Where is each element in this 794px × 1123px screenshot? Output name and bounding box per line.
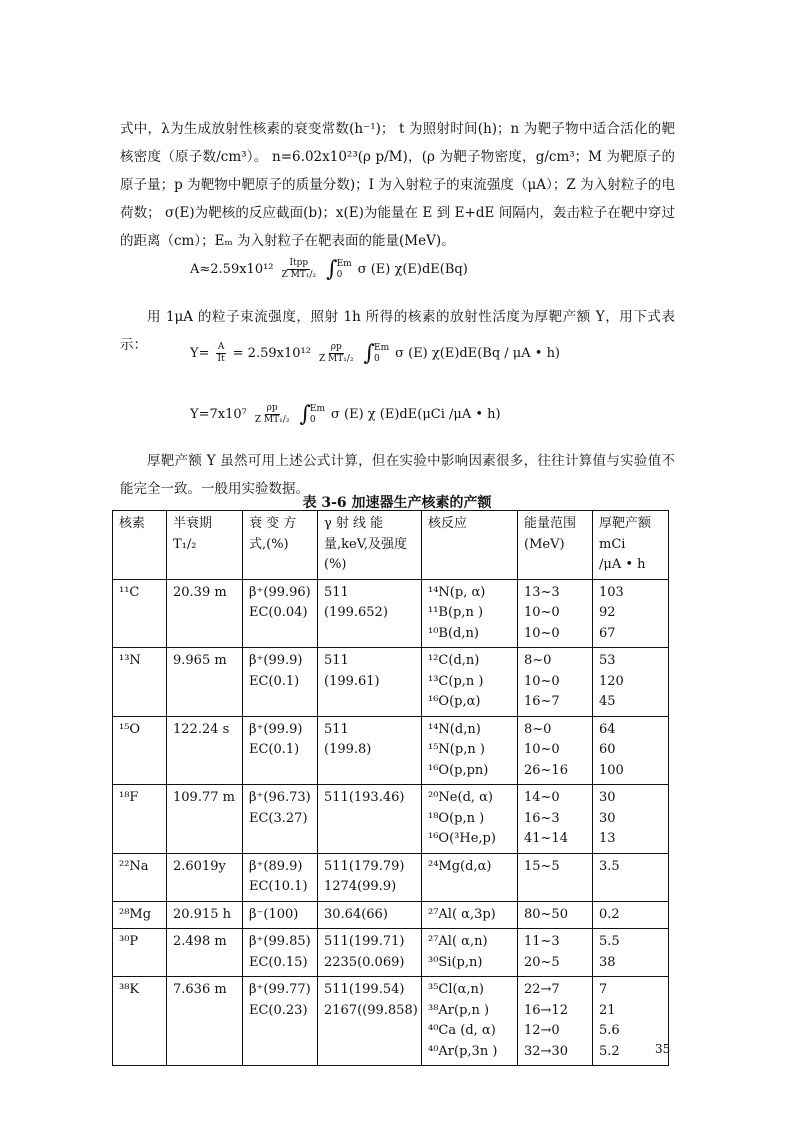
- gamma-cell-line: 30.64(66): [324, 906, 388, 922]
- formula-fraction-a-it: $\frac{A}{It}$: [217, 342, 225, 364]
- header-cell: [167, 511, 243, 580]
- header-line: 核反应: [428, 516, 468, 531]
- gamma-cell-line: 2235(0.069): [324, 954, 405, 970]
- halflife-cell: 2.498 m: [167, 929, 243, 977]
- energy-cell: [518, 853, 593, 901]
- header-cell: [518, 511, 593, 580]
- decay-cell-line: β⁺(89.9): [249, 858, 303, 874]
- yield-cell: [593, 929, 669, 977]
- gamma-cell-line: 511: [324, 653, 349, 668]
- header-line: 半衰期: [173, 516, 213, 531]
- table-caption: 表 3-6 加速器生产核素的产额: [302, 495, 492, 511]
- header-line: 式,(%): [249, 536, 289, 552]
- reaction-cell-line: ⁴⁰Ca (d, α): [428, 1023, 496, 1038]
- yield-cell-line: 5.2: [599, 1043, 620, 1059]
- gamma-cell-line: (199.652): [324, 605, 388, 620]
- header-cell: [113, 511, 167, 580]
- decay-cell-line: EC(0.15): [249, 954, 308, 970]
- page-number: 35: [655, 1042, 671, 1056]
- decay-cell-line: β⁺(96.73): [249, 790, 311, 805]
- header-line: T₁/₂: [173, 536, 197, 552]
- reaction-cell: [422, 579, 518, 648]
- decay-cell-line: EC(0.04): [249, 605, 308, 620]
- formula-yield-uci: [190, 403, 501, 426]
- energy-cell-line: 12→0: [524, 1023, 560, 1038]
- table-row: [113, 901, 669, 929]
- yield-cell-line: 45: [599, 694, 616, 709]
- gamma-cell-line: 511: [324, 584, 349, 600]
- header-line: (%): [324, 557, 347, 572]
- decay-cell-line: EC(0.23): [249, 1002, 308, 1018]
- nuclide-cell: ³⁰P: [113, 929, 167, 977]
- decay-cell-line: β⁺(99.85): [249, 934, 311, 949]
- table-row: [113, 716, 669, 785]
- reaction-cell-line: ¹⁶O(p,pn): [428, 762, 489, 778]
- yield-cell-line: 53: [599, 653, 616, 668]
- nuclide-cell: ²²Na: [113, 853, 167, 901]
- decay-cell: [243, 648, 318, 717]
- energy-cell-line: 20~5: [524, 954, 560, 970]
- decay-cell-line: β⁺(99.77): [249, 982, 311, 997]
- reaction-cell-line: ¹⁴N(p, α): [428, 584, 486, 600]
- halflife-cell: 7.636 m: [167, 977, 243, 1066]
- formula-rhs: σ (E) χ(E)dE(Bq): [357, 262, 468, 277]
- yield-cell-line: 0.2: [599, 906, 620, 922]
- formula-fraction: $\frac{\text{Itpp}}{\text{Z MT₁/₂}}$: [281, 258, 317, 280]
- yield-cell-line: 13: [599, 831, 616, 846]
- yield-cell: [593, 785, 669, 854]
- yield-table: [112, 510, 669, 1066]
- formula-rhs: σ (E) χ(E)dE(Bq / μA • h): [395, 346, 561, 361]
- reaction-cell: [422, 785, 518, 854]
- gamma-cell-line: 1274(99.9): [324, 879, 397, 894]
- gamma-cell: [318, 853, 422, 901]
- table-row: [113, 648, 669, 717]
- integral-sign: ∫ Em 0: [299, 401, 326, 427]
- nuclide-cell: ¹¹C: [113, 579, 167, 648]
- header-line: (MeV): [524, 536, 565, 552]
- decay-cell-line: EC(3.27): [249, 810, 308, 826]
- yield-cell-line: 100: [599, 762, 624, 778]
- decay-cell: [243, 853, 318, 901]
- table-header-row: [113, 511, 669, 580]
- energy-cell-line: 16→12: [524, 1002, 568, 1018]
- yield-cell: [593, 716, 669, 785]
- decay-cell: [243, 716, 318, 785]
- energy-cell: [518, 977, 593, 1066]
- gamma-cell: [318, 785, 422, 854]
- energy-cell: [518, 579, 593, 648]
- decay-cell: [243, 901, 318, 929]
- table-row: [113, 977, 669, 1066]
- gamma-cell: [318, 648, 422, 717]
- reaction-cell-line: ¹⁶O(p,α): [428, 694, 481, 709]
- formula-lhs: Y=7x10⁷: [190, 407, 247, 422]
- paragraph-definitions: 式中，λ为生成放射性核素的衰变常数(h⁻¹)； t 为照射时间(h)；n 为靶子物中适合活化的靶核密度（原子数/cm³）。 n=6.02x10²³(ρ p/M)，(ρ 为靶子物密度，g/cm³；M 为靶原子的原子量；p 为靶物中靶原子的质量分数)；I 为入射粒子的束流强度（μA）；Z 为入射粒子的电荷数； σ(E)为靶核的反应截面(b)；x(E)为能量在 E 到 E+dE 间隔内，轰击粒子在靶中穿过的距离（cm）；Eₘ 为入射粒子在靶表面的能量(MeV)。: [120, 121, 675, 249]
- energy-cell-line: 8~0: [524, 721, 552, 737]
- formula-fraction: $\frac{\rho p}{\text{Z MT₁/₂}}$: [254, 403, 290, 425]
- energy-cell-line: 80~50: [524, 906, 568, 922]
- yield-cell-line: 21: [599, 1002, 616, 1018]
- paragraph-yield-intro: 用 1μA 的粒子束流强度，照射 1h 所得的核素的放射性活度为厚靶产额 Y，用下式表示：: [120, 309, 675, 353]
- nuclide-cell: ¹⁵O: [113, 716, 167, 785]
- reaction-cell-line: ³⁸Ar(p,n ): [428, 1002, 490, 1018]
- reaction-cell-line: ¹⁰B(d,n): [428, 625, 479, 641]
- gamma-cell-line: 511(199.71): [324, 934, 405, 949]
- energy-cell-line: 10~0: [524, 625, 560, 641]
- formula-lhs: Y=: [190, 346, 210, 361]
- decay-cell-line: β⁺(99.96): [249, 584, 311, 600]
- decay-cell-line: EC(0.1): [249, 673, 300, 689]
- yield-cell: [593, 648, 669, 717]
- yield-cell-line: 64: [599, 721, 616, 737]
- header-cell: [422, 511, 518, 580]
- energy-cell-line: 26~16: [524, 762, 568, 778]
- energy-cell-line: 32→30: [524, 1043, 568, 1059]
- formula-mid: = 2.59x10¹²: [232, 346, 311, 361]
- gamma-cell: [318, 716, 422, 785]
- gamma-cell-line: 511: [324, 721, 349, 737]
- gamma-cell-line: 2167((99.858): [324, 1002, 418, 1018]
- yield-cell-line: 120: [599, 673, 624, 689]
- reaction-cell-line: ⁴⁰Ar(p,3n ): [428, 1043, 498, 1059]
- energy-cell-line: 10~0: [524, 742, 560, 757]
- gamma-cell: [318, 977, 422, 1066]
- gamma-cell-line: (199.8): [324, 742, 372, 757]
- header-cell: [243, 511, 318, 580]
- yield-cell: [593, 901, 669, 929]
- table-row: [113, 579, 669, 648]
- decay-cell: [243, 785, 318, 854]
- reaction-cell: [422, 716, 518, 785]
- energy-cell-line: 16~7: [524, 694, 560, 709]
- reaction-cell: [422, 929, 518, 977]
- halflife-cell: 20.915 h: [167, 901, 243, 929]
- yield-cell-line: 30: [599, 790, 616, 805]
- decay-cell: [243, 579, 318, 648]
- yield-cell-line: 7: [599, 982, 608, 997]
- energy-cell: [518, 901, 593, 929]
- header-line: γ 射 线 能: [324, 516, 384, 531]
- gamma-cell-line: 511(179.79): [324, 858, 405, 874]
- formula-yield-bq: [190, 342, 560, 365]
- yield-cell-line: 5.6: [599, 1023, 620, 1038]
- energy-cell: [518, 785, 593, 854]
- header-cell: [318, 511, 422, 580]
- header-line: 量,keV,及强度: [324, 536, 407, 552]
- header-line: /μA • h: [599, 557, 646, 572]
- gamma-cell: [318, 579, 422, 648]
- integral-sign: ∫ Em 0: [363, 340, 390, 366]
- reaction-cell-line: ¹³C(p,n ): [428, 673, 484, 689]
- formula-rhs: σ (E) χ (E)dE(μCi /μA • h): [331, 407, 501, 422]
- table-row: [113, 853, 669, 901]
- energy-cell-line: 11~3: [524, 934, 560, 949]
- integral-sign: ∫ Em 0: [326, 256, 352, 282]
- halflife-cell: 122.24 s: [167, 716, 243, 785]
- yield-cell: [593, 579, 669, 648]
- formula-fraction: $\frac{\rho p}{\text{Z MT₁/₂}}$: [318, 342, 354, 364]
- energy-cell-line: 13~3: [524, 584, 560, 600]
- gamma-cell-line: 511(199.54): [324, 982, 405, 997]
- header-line: 核素: [119, 516, 146, 531]
- reaction-cell-line: ²⁴Mg(d,α): [428, 858, 492, 874]
- decay-cell-line: β⁺(99.9): [249, 721, 303, 737]
- yield-cell-line: 67: [599, 625, 616, 641]
- nuclide-cell: ¹³N: [113, 648, 167, 717]
- yield-cell-line: 103: [599, 584, 624, 600]
- reaction-cell-line: ³⁵Cl(α,n): [428, 982, 484, 997]
- reaction-cell-line: ¹¹B(p,n ): [428, 605, 484, 620]
- yield-cell-line: 92: [599, 605, 616, 620]
- table-row: [113, 785, 669, 854]
- energy-cell-line: 41~14: [524, 831, 568, 846]
- energy-cell-line: 10~0: [524, 673, 560, 689]
- yield-cell-line: 3.5: [599, 858, 620, 874]
- halflife-cell: 20.39 m: [167, 579, 243, 648]
- energy-cell: [518, 929, 593, 977]
- reaction-cell-line: ³⁰Si(p,n): [428, 954, 483, 970]
- energy-cell-line: 15~5: [524, 858, 560, 874]
- halflife-cell: 9.965 m: [167, 648, 243, 717]
- energy-cell-line: 14~0: [524, 790, 560, 805]
- reaction-cell-line: ²⁷Al( α,3p): [428, 906, 496, 922]
- paragraph-conclusion: 厚靶产额 Y 虽然可用上述公式计算，但在实验中影响因素很多，往往计算值与实验值不能完全一致。一般用实验数据。: [120, 453, 675, 497]
- halflife-cell: 2.6019y: [167, 853, 243, 901]
- gamma-cell: [318, 901, 422, 929]
- reaction-cell-line: ¹²C(d,n): [428, 653, 480, 668]
- yield-cell-line: 38: [599, 954, 616, 970]
- yield-cell: [593, 853, 669, 901]
- energy-cell: [518, 648, 593, 717]
- reaction-cell: [422, 853, 518, 901]
- reaction-cell: [422, 977, 518, 1066]
- halflife-cell: 109.77 m: [167, 785, 243, 854]
- energy-cell: [518, 716, 593, 785]
- decay-cell-line: EC(0.1): [249, 742, 300, 757]
- energy-cell-line: 16~3: [524, 810, 560, 826]
- decay-cell-line: EC(10.1): [249, 879, 308, 894]
- nuclide-cell: ²⁸Mg: [113, 901, 167, 929]
- header-line: 能量范围: [524, 516, 577, 531]
- gamma-cell-line: (199.61): [324, 673, 380, 689]
- formula-lhs: A≈2.59x10¹²: [190, 262, 274, 277]
- header-line: 衰 变 方: [249, 516, 297, 531]
- energy-cell-line: 8~0: [524, 653, 552, 668]
- reaction-cell-line: ¹⁶O(³He,p): [428, 831, 496, 846]
- formula-activity: [190, 258, 468, 281]
- header-cell: [593, 511, 669, 580]
- gamma-cell: [318, 929, 422, 977]
- decay-cell: [243, 929, 318, 977]
- reaction-cell-line: ¹⁴N(d,n): [428, 721, 481, 737]
- gamma-cell-line: 511(193.46): [324, 790, 405, 805]
- nuclide-cell: ¹⁸F: [113, 785, 167, 854]
- reaction-cell-line: ²⁰Ne(d, α): [428, 790, 493, 805]
- decay-cell-line: β⁻(100): [249, 906, 299, 922]
- yield-cell-line: 5.5: [599, 934, 620, 949]
- yield-cell-line: 30: [599, 810, 616, 826]
- reaction-cell-line: ²⁷Al( α,n): [428, 934, 488, 949]
- energy-cell-line: 10~0: [524, 605, 560, 620]
- reaction-cell-line: ¹⁸O(p,n ): [428, 810, 485, 826]
- reaction-cell: [422, 648, 518, 717]
- header-line: 厚靶产额: [599, 516, 652, 531]
- header-line: mCi: [599, 536, 626, 552]
- decay-cell-line: β⁺(99.9): [249, 653, 303, 668]
- table-row: [113, 929, 669, 977]
- nuclide-cell: ³⁸K: [113, 977, 167, 1066]
- decay-cell: [243, 977, 318, 1066]
- yield-cell-line: 60: [599, 742, 616, 757]
- reaction-cell-line: ¹⁵N(p,n ): [428, 742, 485, 757]
- reaction-cell: [422, 901, 518, 929]
- energy-cell-line: 22→7: [524, 982, 560, 997]
